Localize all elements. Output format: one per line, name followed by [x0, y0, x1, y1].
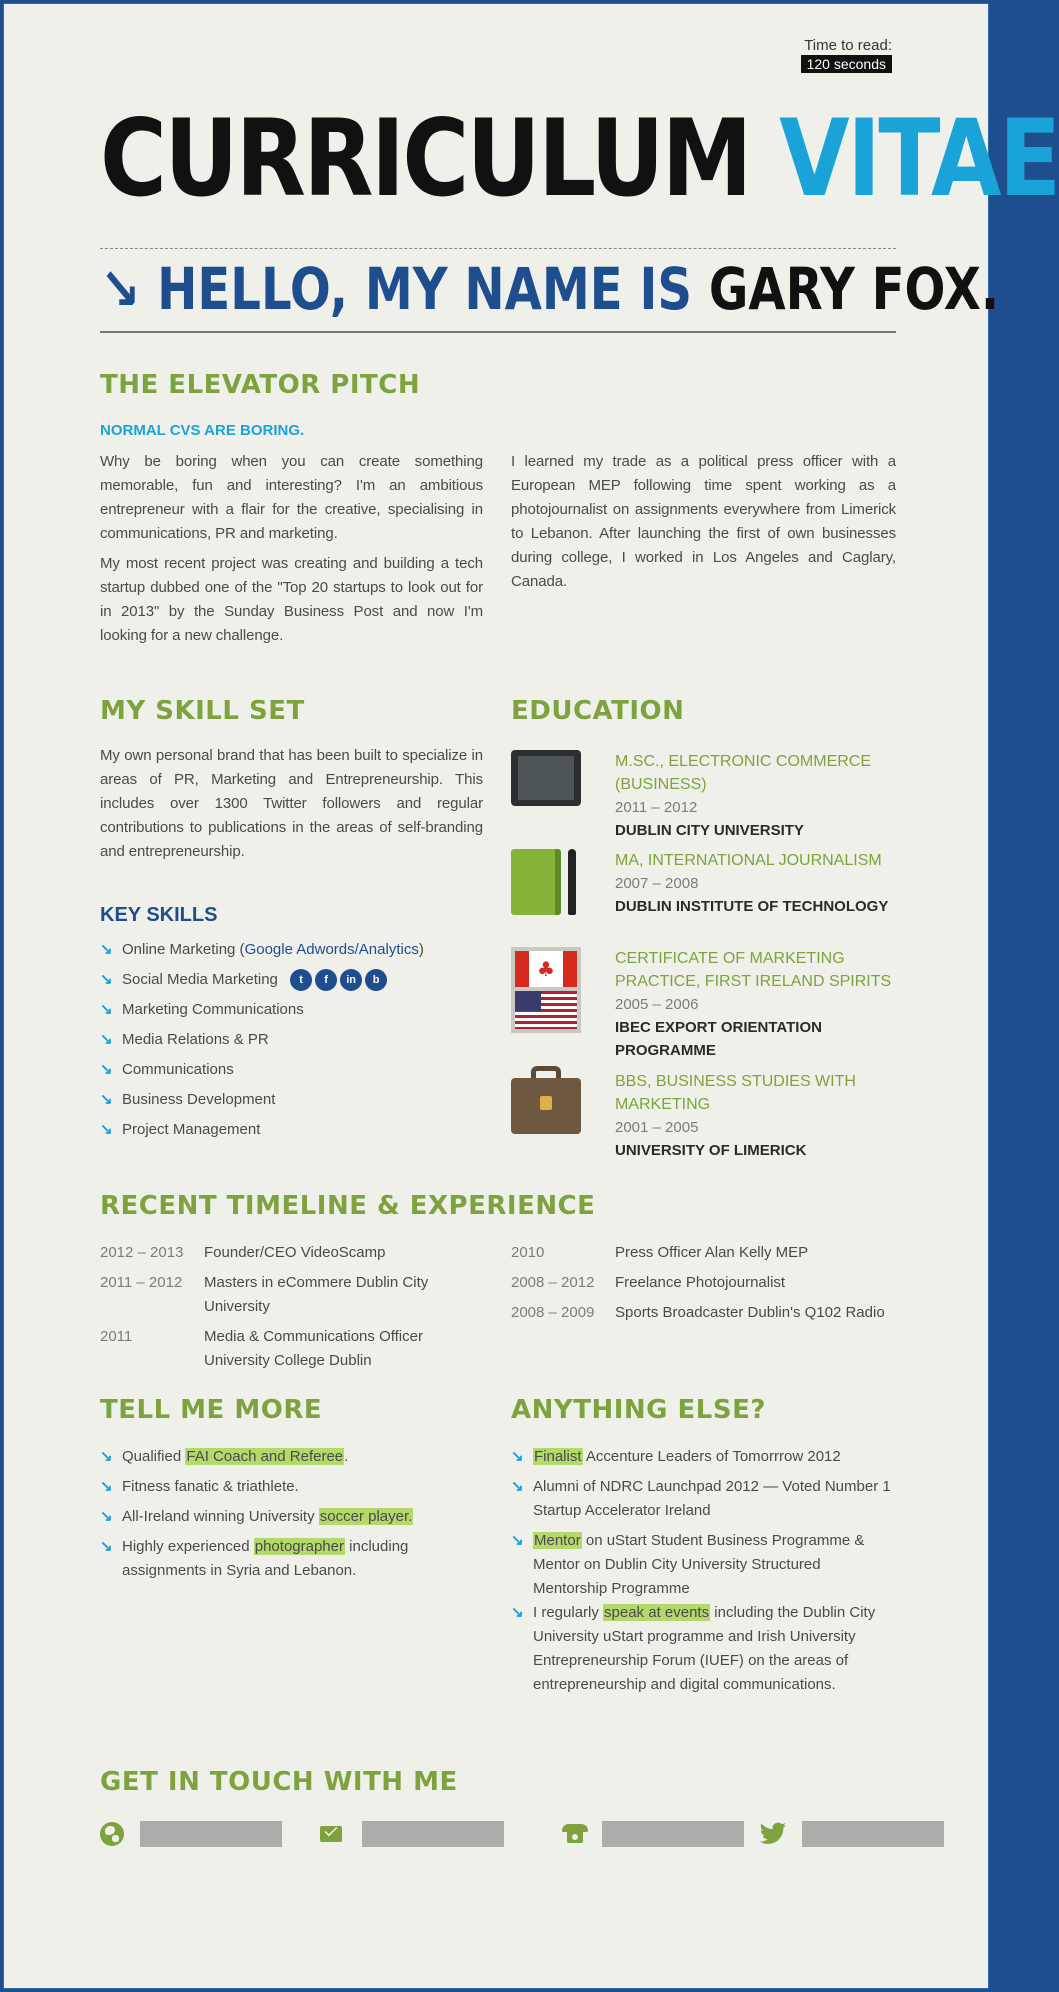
arrow-icon: ↘ — [100, 971, 113, 988]
contact-heading: GET IN TOUCH WITH ME — [100, 1767, 458, 1797]
twitter-bird-icon[interactable] — [760, 1821, 788, 1847]
arrow-icon: ↘ — [100, 1061, 113, 1078]
pitch-heading: THE ELEVATOR PITCH — [100, 370, 421, 400]
pitch-paragraph-3: I learned my trade as a political press officer with a European MEP following time spent working as a photojournalist on assignments everywhere from Limerick to Lebanon. After launching the first of own businesses during college, I worked in Los Angeles and Caglary, Canada. — [511, 453, 896, 590]
key-skills-list — [100, 938, 483, 1142]
list-item: ↘ Project Management — [100, 1118, 483, 1142]
education-heading: EDUCATION — [511, 696, 685, 726]
list-item: ↘ Fitness fanatic & triathlete. — [100, 1475, 483, 1499]
education-title: BBS, BUSINESS STUDIES WITH MARKETING — [615, 1073, 856, 1113]
arrow-icon: ↘ — [100, 1121, 113, 1138]
list-item: ↘ Media Relations & PR — [100, 1028, 483, 1052]
timeline-row: 2008 – 2009 Sports Broadcaster Dublin's Q102 Radio — [511, 1304, 885, 1321]
list-item: ↘ Mentor on uStart Student Business Programme & Mentor on Dublin City University Structured Mentorship Programme — [511, 1529, 896, 1601]
globe-icon[interactable] — [100, 1822, 124, 1846]
list-item: ↘ Communications — [100, 1058, 483, 1082]
tablet-icon — [511, 750, 581, 806]
else-heading: ANYTHING ELSE? — [511, 1395, 766, 1425]
phone-icon[interactable] — [562, 1824, 588, 1844]
twitter-icon[interactable]: t — [290, 969, 312, 991]
hello-intro: HELLO, MY NAME IS — [157, 255, 693, 323]
skill-link[interactable]: Google Adwords/Analytics — [244, 941, 419, 958]
timeline-row: 2011 Media & Communications Officer University College Dublin — [100, 1328, 423, 1369]
list-item: ↘ All-Ireland winning University soccer player. — [100, 1505, 483, 1529]
education-item — [615, 1070, 905, 1162]
social-icons — [290, 969, 387, 991]
solid-divider — [100, 331, 896, 333]
timeline-row: 2011 – 2012 Masters in eCommere Dublin City University — [100, 1274, 429, 1315]
list-item: ↘ Business Development — [100, 1088, 483, 1112]
pitch-subheading: NORMAL CVS ARE BORING. — [100, 422, 305, 439]
briefcase-icon — [511, 1078, 581, 1134]
skills-heading: MY SKILL SET — [100, 696, 305, 726]
arrow-down-right-icon: ↘ — [100, 255, 141, 323]
blog-icon[interactable]: b — [365, 969, 387, 991]
title-part2: VITAE — [779, 97, 1059, 220]
website-field[interactable] — [140, 1821, 282, 1847]
arrow-icon: ↘ — [511, 1532, 524, 1549]
key-skills-heading: KEY SKILLS — [100, 904, 218, 926]
arrow-icon: ↘ — [100, 1001, 113, 1018]
list-item: ↘ I regularly speak at events including the Dublin City University uStart programme and Irish University Entrepreneurship Forum (IUEF) on the areas of entrepreneurship and digital communications. — [511, 1601, 896, 1697]
list-item: ↘ Online Marketing (Google Adwords/Analytics) — [100, 938, 483, 962]
arrow-icon: ↘ — [100, 1508, 113, 1525]
arrow-icon: ↘ — [100, 1448, 113, 1465]
list-item: ↘ Qualified FAI Coach and Referee. — [100, 1445, 483, 1469]
dotted-divider — [100, 248, 896, 249]
timeline-heading: RECENT TIMELINE & EXPERIENCE — [100, 1191, 596, 1221]
arrow-icon: ↘ — [511, 1604, 524, 1621]
timeline-row: 2008 – 2012 Freelance Photojournalist — [511, 1274, 786, 1291]
arrow-icon: ↘ — [100, 1538, 113, 1555]
list-item: ↘ Alumni of NDRC Launchpad 2012 — Voted Number 1 Startup Accelerator Ireland — [511, 1475, 896, 1523]
pitch-paragraph-1: Why be boring when you can create something memorable, fun and interesting? I'm an ambitious entrepreneur with a flair for the creative, specialising in communications, PR and marketing. — [100, 453, 483, 542]
read-time-value: 120 seconds — [801, 55, 892, 73]
education-title: MA, INTERNATIONAL JOURNALISM — [615, 852, 882, 869]
timeline-row: 2012 – 2013 Founder/CEO VideoScamp — [100, 1244, 386, 1261]
else-list — [511, 1445, 896, 1697]
more-list — [100, 1445, 483, 1583]
hello-name: GARY FOX. — [708, 255, 1000, 323]
timeline-row: 2010 Press Officer Alan Kelly MEP — [511, 1244, 809, 1261]
arrow-icon: ↘ — [100, 1091, 113, 1108]
arrow-icon: ↘ — [511, 1448, 524, 1465]
flags-icon: ♣ — [511, 947, 581, 1033]
education-item — [615, 947, 905, 1062]
education-school: UNIVERSITY OF LIMERICK — [615, 1142, 807, 1159]
notebook-pen-icon — [511, 849, 561, 915]
pen-icon — [568, 849, 576, 915]
list-item: ↘ Finalist Accenture Leaders of Tomorrrow 2012 — [511, 1445, 896, 1469]
linkedin-icon[interactable]: in — [340, 969, 362, 991]
education-years: 2007 – 2008 — [615, 875, 699, 892]
mail-icon[interactable] — [320, 1826, 342, 1842]
education-years: 2005 – 2006 — [615, 996, 699, 1013]
education-school: DUBLIN INSTITUTE OF TECHNOLOGY — [615, 898, 889, 915]
facebook-icon[interactable]: f — [315, 969, 337, 991]
cv-page — [3, 3, 1059, 1989]
education-school: IBEC EXPORT ORIENTATION PROGRAMME — [615, 1019, 822, 1059]
arrow-icon: ↘ — [511, 1478, 524, 1495]
education-item — [615, 750, 905, 842]
education-title: M.SC., ELECTRONIC COMMERCE (BUSINESS) — [615, 753, 872, 793]
pitch-paragraph-2: My most recent project was creating and building a tech startup dubbed one of the "Top 20 startups to look out for in 2013" by the Sunday Business Post and now I'm looking for a new challenge. — [100, 555, 483, 644]
skills-text: My own personal brand that has been built to specialize in areas of PR, Marketing and Entrepreneurship. This includes over 1300 Twitter followers and regular contributions to publications in the areas of self-branding and entrepreneurship. — [100, 747, 483, 860]
more-heading: TELL ME MORE — [100, 1395, 323, 1425]
list-item: ↘ Social Media Marketing t f in b — [100, 968, 483, 992]
hello-line — [100, 255, 1000, 323]
arrow-icon: ↘ — [100, 941, 113, 958]
list-item: ↘ Marketing Communications — [100, 998, 483, 1022]
timeline-right — [511, 1241, 896, 1331]
read-time-label: Time to read: — [804, 37, 892, 54]
education-years: 2011 – 2012 — [615, 799, 698, 816]
education-school: DUBLIN CITY UNIVERSITY — [615, 822, 804, 839]
arrow-icon: ↘ — [100, 1031, 113, 1048]
title-part1: CURRICULUM — [100, 97, 750, 220]
timeline-left — [100, 1241, 485, 1379]
phone-field[interactable] — [602, 1821, 744, 1847]
education-title: CERTIFICATE OF MARKETING PRACTICE, FIRST IRELAND SPIRITS — [615, 950, 892, 990]
email-field[interactable] — [362, 1821, 504, 1847]
list-item: ↘ Highly experienced photographer including assignments in Syria and Lebanon. — [100, 1535, 483, 1583]
twitter-field[interactable] — [802, 1821, 944, 1847]
education-years: 2001 – 2005 — [615, 1119, 699, 1136]
read-time — [801, 37, 892, 73]
page-title — [100, 97, 1059, 220]
arrow-icon: ↘ — [100, 1478, 113, 1495]
education-item — [615, 849, 905, 918]
